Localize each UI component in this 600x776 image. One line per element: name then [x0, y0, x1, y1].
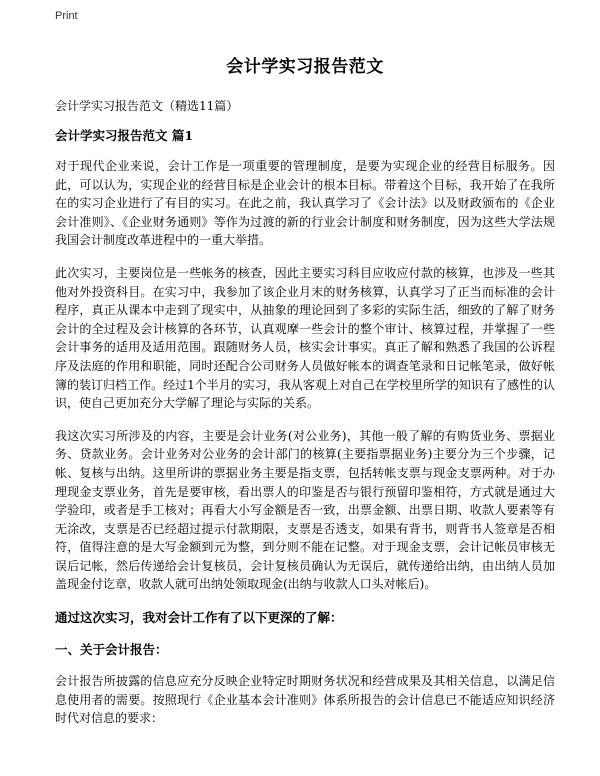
print-label[interactable]: Print: [55, 10, 78, 22]
final-paragraph: 会计报告所披露的信息应充分反映企业特定时期财务状况和经营成果及其相关信息，以满足信息使用者的需要。按照现行《企业基本会计准则》体系所报告的会计信息已不能适应知识经济时代对信息的要求：: [55, 674, 555, 726]
paragraph-1: 对于现代企业来说，会计工作是一项重要的管理制度，是要为实现企业的经营目标服务。因此，可以认为，实现企业的经营目标是企业会计的根本目标。带着这个目标，我开始了在我所在的实习企业进行了有目的实习。在此之前，我认真学习了《会计法》以及财政颁布的《企业会计准则》、《企业财务通则》等作为过渡的新的行业会计制度和财务制度，因为这些大学法规我国会计制度改革进程中的一重大举措。: [55, 159, 555, 248]
paragraph-2: 此次实习，主要岗位是一些帐务的核查，因此主要实习科目应收应付款的核算，也涉及一些其他对外投资科目。在实习中，我参加了该企业月末的财务核算，认真学习了正当而标准的会计程序，真正从课本中走到了现实中，从抽象的理论回到了多彩的实际生活，细致的了解了财务会计的全过程及会计核算的各环节，认真观摩一些会计的整个审计、核算过程，并掌握了一些会计事务的适用及适用范围。跟随财务人员，核实会计事实。真正了解和熟悉了我国的公诉程序及法庭的作用和职能，同时还配合公司财务人员做好帐本的调查笔录和日记帐笔录，做好帐簿的装订归档工作。经过1个半月的实习，我从客观上对自己在学校里所学的知识有了感性的认识，使自己更加充分大学解了理论与实际的关系。: [55, 265, 555, 411]
document-title: 会计学实习报告范文: [226, 57, 384, 77]
document-body: [55, 52, 555, 742]
document-subtitle: 会计学实习报告范文（精选11篇）: [55, 99, 239, 113]
sub-heading: 一、关于会计报告：: [55, 642, 168, 658]
conclusion-line: 通过这次实习，我对会计工作有了以下更深的了解：: [55, 610, 343, 626]
section-title: 会计学实习报告范文 篇1: [55, 128, 194, 143]
paragraph-3: 我这次实习所涉及的内容，主要是会计业务(对公业务)，其他一般了解的有购货业务、票据业务、贷款业务。会计业务对公业务的会计部门的核算(主要指票据业务)主要分为三个步骤，记帐、复核与出纳。这里所讲的票据业务主要是指支票，包括转帐支票与现金支票两种。对于办理现金支票业务，首先是要审核，看出票人的印鉴是否与银行预留印鉴相符，方式就是通过大学验印，或者是手工核对；再看大小写金额是否一致，出票金额、出票日期、收款人要素等有无涂改，支票是否已经超过提示付款期限，支票是否透支，如果有背书，则背书人签章是否相符，值得注意的是大写金额到元为整，到分则不能在记整。对于现金支票，会计记帐员审核无误后记帐，然后传递给会计复核员，会计复核员确认为无误后，就传递给出纳，由出纳人员加盖现金付讫章，收款人就可出纳处领取现金(出纳与收款人口头对帐后)。: [55, 428, 555, 592]
